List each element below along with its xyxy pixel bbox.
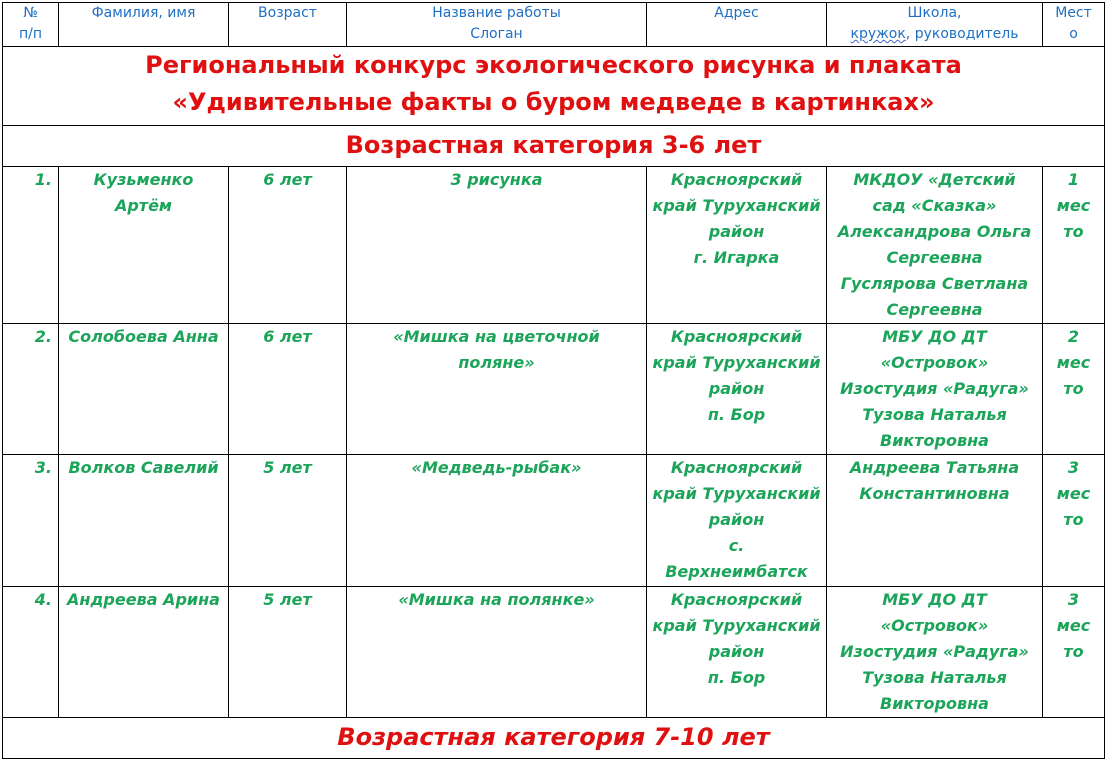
participant-name: Волков Савелий: [59, 455, 229, 587]
work-title: «Медведь-рыбак»: [347, 455, 647, 587]
header-work: Название работы Слоган: [347, 3, 647, 47]
place-result: 3 мес то: [1043, 455, 1105, 587]
header-name: Фамилия, имя: [59, 3, 229, 47]
table-row: [3, 587, 1105, 718]
participant-age: 6 лет: [229, 324, 347, 455]
participant-address: Красноярский край Туруханский район п. Бор: [647, 324, 827, 455]
work-title: «Мишка на цветочной поляне»: [347, 324, 647, 455]
header-school: Школа, кружок, руководитель: [827, 3, 1043, 47]
title-row: [3, 47, 1105, 126]
work-title: 3 рисунка: [347, 167, 647, 324]
place-result: 3 мес то: [1043, 587, 1105, 718]
table-row: [3, 167, 1105, 324]
table-row: [3, 324, 1105, 455]
row-number: 1.: [3, 167, 59, 324]
participant-age: 5 лет: [229, 587, 347, 718]
participant-name: Кузьменко Артём: [59, 167, 229, 324]
participant-address: Красноярский край Туруханский район п. Бор: [647, 587, 827, 718]
contest-title: Региональный конкурс экологического рисунка и плаката «Удивительные факты о буром медведе в картинках»: [3, 47, 1105, 126]
header-num: № п/п: [3, 3, 59, 47]
category-row-1: [3, 126, 1105, 167]
school-supervisor: МБУ ДО ДТ «Островок» Изостудия «Радуга» Тузова Наталья Викторовна: [827, 324, 1043, 455]
row-number: 2.: [3, 324, 59, 455]
school-supervisor: МБУ ДО ДТ «Островок» Изостудия «Радуга» Тузова Наталья Викторовна: [827, 587, 1043, 718]
participant-age: 5 лет: [229, 455, 347, 587]
row-number: 3.: [3, 455, 59, 587]
work-title: «Мишка на полянке»: [347, 587, 647, 718]
participant-name: Андреева Арина: [59, 587, 229, 718]
school-supervisor: Андреева Татьяна Константиновна: [827, 455, 1043, 587]
place-result: 2 мес то: [1043, 324, 1105, 455]
participant-name: Солобоева Анна: [59, 324, 229, 455]
participant-address: Красноярский край Туруханский район с. Верхнеимбатск: [647, 455, 827, 587]
age-category-7-10: Возрастная категория 7-10 лет: [3, 718, 1105, 759]
results-table: [2, 2, 1105, 759]
table-row: [3, 455, 1105, 587]
participant-age: 6 лет: [229, 167, 347, 324]
school-supervisor: МКДОУ «Детский сад «Сказка» Александрова Ольга Сергеевна Гуслярова Светлана Сергеевна: [827, 167, 1043, 324]
place-result: 1 мес то: [1043, 167, 1105, 324]
row-number: 4.: [3, 587, 59, 718]
header-row: [3, 3, 1105, 47]
header-age: Возраст: [229, 3, 347, 47]
header-place: Мест о: [1043, 3, 1105, 47]
participant-address: Красноярский край Туруханский район г. Игарка: [647, 167, 827, 324]
header-address: Адрес: [647, 3, 827, 47]
category-row-2: [3, 718, 1105, 759]
age-category-3-6: Возрастная категория 3-6 лет: [3, 126, 1105, 167]
